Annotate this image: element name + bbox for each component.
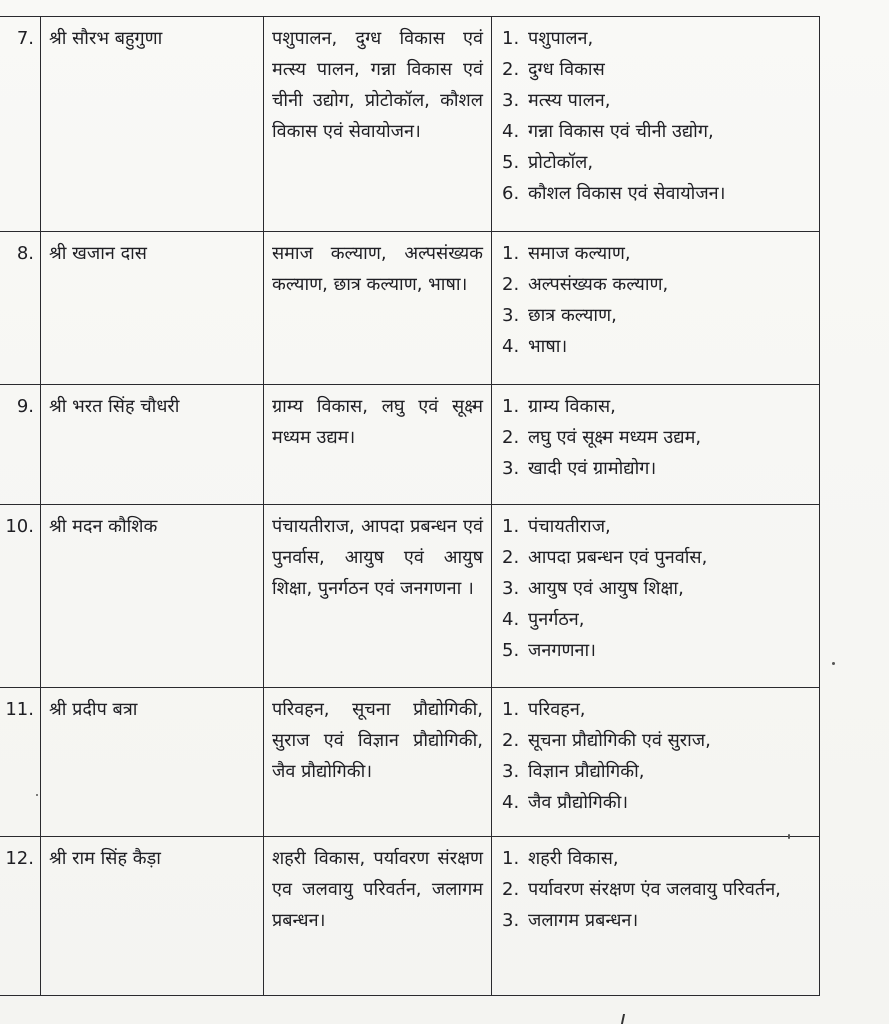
item-text: जैव प्रौद्योगिकी। [528, 792, 629, 813]
list-item [502, 725, 811, 756]
allocation-cell [492, 385, 820, 505]
minister-name: श्री सौरभ बहुगुणा [41, 17, 264, 232]
item-index: 3. [502, 458, 520, 479]
list-item [502, 694, 811, 725]
allocation-cell [492, 232, 820, 385]
serial-number: 8. [0, 232, 41, 385]
list-item [502, 85, 811, 116]
list-item [502, 511, 811, 542]
item-text: भाषा। [528, 336, 568, 357]
item-index: 5. [502, 640, 520, 661]
list-item [502, 54, 811, 85]
item-text: आपदा प्रबन्धन एवं पुनर्वास, [528, 547, 708, 568]
item-text: छात्र कल्याण, [528, 305, 617, 326]
list-item [502, 300, 811, 331]
item-index: 5. [502, 152, 520, 173]
minister-name: श्री प्रदीप बत्रा [41, 688, 264, 837]
item-text: ग्राम्य विकास, [528, 396, 616, 417]
item-index: 1. [502, 396, 520, 417]
item-index: 6. [502, 183, 520, 204]
departments-text: पंचायतीराज, आपदा प्रबन्धन एवं पुनर्वास, आयुष एवं आयुष शिक्षा, पुनर्गठन एवं जनगणना । [264, 505, 492, 688]
table-row [0, 385, 820, 505]
serial-number: 12. [0, 837, 41, 996]
allocation-list [500, 238, 811, 362]
item-index: 1. [502, 699, 520, 720]
table-row [0, 232, 820, 385]
item-text: अल्पसंख्यक कल्याण, [528, 274, 669, 295]
item-text: जलागम प्रबन्धन। [528, 910, 639, 931]
item-index: 2. [502, 879, 520, 900]
list-item [502, 756, 811, 787]
list-item [502, 23, 811, 54]
allocation-list [500, 694, 811, 818]
allocation-cell [492, 17, 820, 232]
table-body [0, 17, 820, 996]
scan-speck [832, 662, 835, 665]
table-row [0, 837, 820, 996]
allocation-list [500, 843, 811, 936]
list-item [502, 269, 811, 300]
item-index: 3. [502, 90, 520, 111]
item-index: 3. [502, 305, 520, 326]
item-text: पुनर्गठन, [528, 609, 585, 630]
item-text: कौशल विकास एवं सेवायोजन। [528, 183, 726, 204]
list-item [502, 238, 811, 269]
item-text: जनगणना। [528, 640, 596, 661]
item-index: 1. [502, 28, 520, 49]
item-text: लघु एवं सूक्ष्म मध्यम उद्यम, [528, 427, 702, 448]
item-index: 2. [502, 547, 520, 568]
list-item [502, 604, 811, 635]
item-text: शहरी विकास, [528, 848, 619, 869]
item-index: 3. [502, 761, 520, 782]
item-index: 4. [502, 609, 520, 630]
pen-mark [621, 1014, 635, 1024]
table-row [0, 688, 820, 837]
list-item [502, 331, 811, 362]
serial-number: 10. [0, 505, 41, 688]
item-index: 3. [502, 910, 520, 931]
departments-text: पशुपालन, दुग्ध विकास एवं मत्स्य पालन, गन्ना विकास एवं चीनी उद्योग, प्रोटोकॉल, कौशल विकास एवं सेवायोजन। [264, 17, 492, 232]
item-text: पंचायतीराज, [528, 516, 611, 537]
item-text: समाज कल्याण, [528, 243, 631, 264]
item-index: 2. [502, 274, 520, 295]
minister-name: श्री राम सिंह कैड़ा [41, 837, 264, 996]
list-item [502, 116, 811, 147]
list-item [502, 787, 811, 818]
table-row [0, 17, 820, 232]
allocation-list [500, 23, 811, 209]
item-text: दुग्ध विकास [528, 59, 605, 80]
list-item [502, 843, 811, 874]
item-text: सूचना प्रौद्योगिकी एवं सुराज, [528, 730, 711, 751]
item-index: 4. [502, 121, 520, 142]
item-index: 2. [502, 730, 520, 751]
allocation-cell [492, 837, 820, 996]
list-item [502, 874, 811, 905]
item-text: खादी एवं ग्रामोद्योग। [528, 458, 657, 479]
portfolio-allocation-table [0, 16, 820, 996]
item-index: 1. [502, 516, 520, 537]
list-item [502, 178, 811, 209]
item-index: 3. [502, 578, 520, 599]
item-text: मत्स्य पालन, [528, 90, 611, 111]
item-text: आयुष एवं आयुष शिक्षा, [528, 578, 684, 599]
allocation-list [500, 391, 811, 484]
item-index: 4. [502, 792, 520, 813]
item-index: 2. [502, 427, 520, 448]
item-text: पर्यावरण संरक्षण एंव जलवायु परिवर्तन, [528, 879, 781, 900]
departments-text: समाज कल्याण, अल्पसंख्यक कल्याण, छात्र कल्याण, भाषा। [264, 232, 492, 385]
allocation-cell [492, 505, 820, 688]
minister-name: श्री मदन कौशिक [41, 505, 264, 688]
departments-text: परिवहन, सूचना प्रौद्योगिकी, सुराज एवं विज्ञान प्रौद्योगिकी, जैव प्रौद्योगिकी। [264, 688, 492, 837]
item-text: प्रोटोकॉल, [528, 152, 594, 173]
departments-text: शहरी विकास, पर्यावरण संरक्षण एव जलवायु परिवर्तन, जलागम प्रबन्धन। [264, 837, 492, 996]
minister-name: श्री खजान दास [41, 232, 264, 385]
list-item [502, 453, 811, 484]
list-item [502, 573, 811, 604]
serial-number: 9. [0, 385, 41, 505]
item-index: 4. [502, 336, 520, 357]
item-index: 1. [502, 243, 520, 264]
departments-text: ग्राम्य विकास, लघु एवं सूक्ष्म मध्यम उद्यम। [264, 385, 492, 505]
list-item [502, 905, 811, 936]
allocation-list [500, 511, 811, 666]
item-text: पशुपालन, [528, 28, 594, 49]
minister-name: श्री भरत सिंह चौधरी [41, 385, 264, 505]
item-index: 1. [502, 848, 520, 869]
item-index: 2. [502, 59, 520, 80]
table-row [0, 505, 820, 688]
list-item [502, 147, 811, 178]
item-text: विज्ञान प्रौद्योगिकी, [528, 761, 645, 782]
serial-number: 11. [0, 688, 41, 837]
serial-number: 7. [0, 17, 41, 232]
scan-speck [788, 834, 790, 839]
list-item [502, 542, 811, 573]
list-item [502, 391, 811, 422]
item-text: गन्ना विकास एवं चीनी उद्योग, [528, 121, 714, 142]
list-item [502, 635, 811, 666]
scan-speck [36, 794, 38, 796]
list-item [502, 422, 811, 453]
allocation-cell [492, 688, 820, 837]
item-text: परिवहन, [528, 699, 586, 720]
